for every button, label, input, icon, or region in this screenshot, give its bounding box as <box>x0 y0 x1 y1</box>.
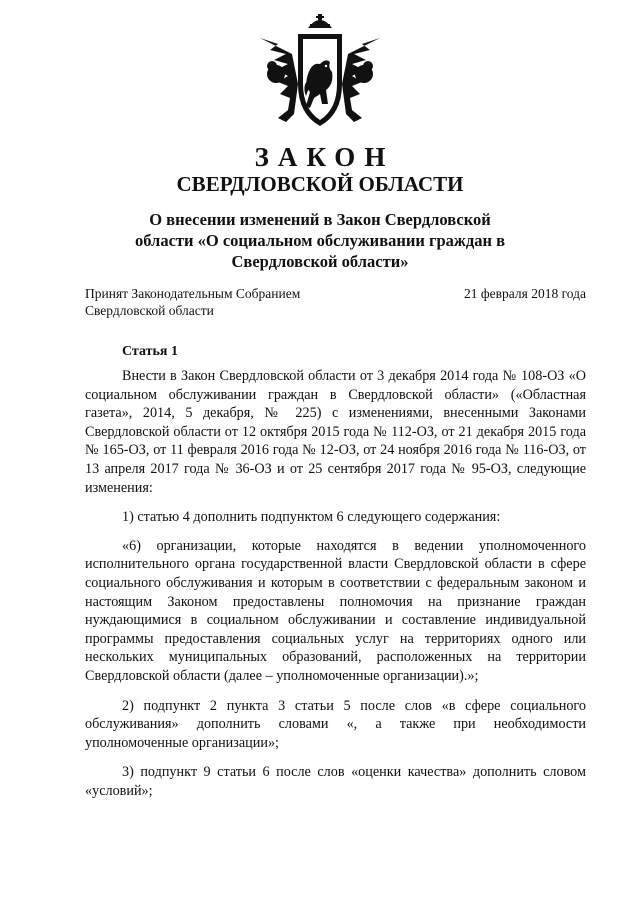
paragraph-item-1: 1) статью 4 дополнить подпунктом 6 следующего содержания: <box>122 509 501 526</box>
adoption-line-1: Принят Законодательным Собранием <box>85 286 301 301</box>
article-body <box>85 367 586 811</box>
paragraph-intro: Внести в Закон Свердловской области от 3 декабря 2014 года № 108-ОЗ «О социальном обслуживании граждан в Свердловской области» («Областная газета», 2014, 5 декабря, № 225) с изменениями, внесенными Законами Свердловской области от 12 октября 2015 года № 112-ОЗ, от 21 декабря 2015 года № 165-ОЗ, от 11 февраля 2016 года № 12-ОЗ, от 24 ноября 2016 года № 116-ОЗ, от 13 апреля 2017 года № 36-ОЗ и от 25 сентября 2017 года № 95-ОЗ, следующие изменения: <box>85 368 586 496</box>
paragraph-item-1-text: «6) организации, которые находятся в ведении уполномоченного исполнительного органа государственной власти Свердловской области в сфере социального обслуживания и которым в соответствии с федеральным законом и настоящим Законом предоставлены полномочия на признание граждан нуждающимися в социальном обслуживании и составление индивидуальной программы предоставления социальных услуг на территориях одного или нескольких муниципальных образований, расположенных на территории Свердловской области (далее – уполномоченные организации).»; <box>85 537 586 684</box>
paragraph-item-2: 2) подпункт 2 пункта 3 статьи 5 после слов «в сфере социального обслуживания» дополнить словами «, а также при необходимости уполномоченные организации»; <box>85 697 586 751</box>
article-heading: Статья 1 <box>122 344 178 359</box>
law-title: ЗАКОН <box>254 142 395 172</box>
paragraph-item-3: 3) подпункт 9 статьи 6 после слов «оценки качества» дополнить словом «условий»; <box>85 764 586 799</box>
adoption-statement <box>85 285 345 319</box>
coat-of-arms-icon <box>248 14 392 134</box>
adoption-date: 21 февраля 2018 года <box>464 286 586 301</box>
adoption-line-2: Свердловской области <box>85 303 214 318</box>
law-subject: О внесении изменений в Закон Свердловской области «О социальном обслуживании граждан в Свердловской области» <box>134 210 506 271</box>
region-title: СВЕРДЛОВСКОЙ ОБЛАСТИ <box>176 172 464 196</box>
